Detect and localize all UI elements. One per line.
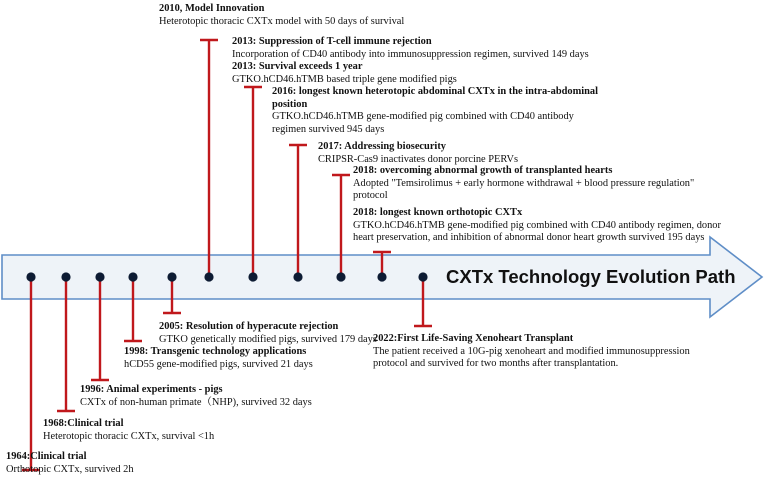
timeline-dot-e1964 — [26, 272, 35, 281]
event-2018-orthotopic-desc-line2: heart preservation, and inhibition of abnormal donor heart growth survived 195 days — [353, 232, 705, 244]
event-2013-survival-desc: GTKO.hCD46.hTMB based triple gene modified pigs — [232, 73, 457, 85]
timeline-dot-e2017 — [336, 272, 345, 281]
event-1964 — [6, 451, 134, 476]
event-2013-t-cell-desc: Incorporation of CD40 antibody into immunosuppression regimen, survived 149 days — [232, 48, 589, 60]
event-2016-desc-line1: GTKO.hCD46.hTMB gene-modified pig combined with CD40 antibody — [272, 111, 574, 123]
event-1996 — [80, 384, 312, 409]
event-2022-desc-line1: The patient received a 10G-pig xenoheart and modified immunosuppression — [373, 345, 690, 357]
event-2016-title-line1: 2016: longest known heterotopic abdominal CXTx in the intra-abdominal — [272, 86, 598, 97]
event-2018-growth-desc-line1: Adopted "Temsirolimus + early hormone withdrawal + blood pressure regulation" — [353, 177, 695, 189]
event-2016-title-line2: position — [272, 98, 308, 110]
timeline-dot-e2022 — [418, 272, 427, 281]
event-2018-orthotopic — [353, 207, 721, 245]
event-2018-orthotopic-title: 2018: longest known orthotopic CXTx — [353, 207, 523, 218]
event-2018-growth-desc-line2: protocol — [353, 190, 388, 202]
event-2005-desc: GTKO genetically modified pigs, survived 179 days — [159, 333, 377, 345]
event-2022-title: 2022:First Life-Saving Xenoheart Transplant — [373, 333, 574, 344]
event-2017 — [318, 141, 518, 166]
timeline-dot-e1996 — [95, 272, 104, 281]
event-2010 — [159, 3, 404, 28]
event-1968 — [43, 418, 214, 443]
timeline-dot-e1968 — [61, 272, 70, 281]
event-2017-title: 2017: Addressing biosecurity — [318, 141, 446, 152]
event-2013-survival-title: 2013: Survival exceeds 1 year — [232, 61, 363, 72]
event-2013-t-cell — [232, 36, 589, 61]
event-2018-growth — [353, 165, 694, 203]
timeline-dot-e1998 — [128, 272, 137, 281]
event-2013-t-cell-title: 2013: Suppression of T-cell immune rejection — [232, 36, 432, 47]
event-1964-desc: Orthotopic CXTx, survived 2h — [6, 463, 134, 475]
event-2022-desc-line2: protocol and survived for two months after transplantation. — [373, 358, 619, 370]
event-2018-orthotopic-desc-line1: GTKO.hCD46.hTMB gene-modified pig combined with CD40 antibody regimen, donor — [353, 219, 721, 231]
timeline-dot-e2016 — [293, 272, 302, 281]
event-1964-title: 1964:Clinical trial — [6, 451, 87, 462]
event-1998-desc: hCD55 gene-modified pigs, survived 21 days — [124, 358, 313, 370]
timeline-dot-e2005 — [167, 272, 176, 281]
event-2010-title: 2010, Model Innovation — [159, 3, 265, 14]
event-1998 — [124, 346, 313, 371]
timeline-dot-e2013 — [248, 272, 257, 281]
event-1998-title: 1998: Transgenic technology applications — [124, 346, 307, 357]
event-2018-growth-title: 2018: overcoming abnormal growth of transplanted hearts — [353, 165, 613, 176]
event-2005-title: 2005: Resolution of hyperacute rejection — [159, 321, 339, 332]
event-1968-desc: Heterotopic thoracic CXTx, survival <1h — [43, 430, 215, 442]
event-2016-desc-line2: regimen survived 945 days — [272, 123, 385, 135]
timeline-title: CXTx Technology Evolution Path — [446, 266, 736, 287]
timeline-dot-e2010 — [204, 272, 213, 281]
event-2017-desc: CRIPSR-Cas9 inactivates donor porcine PERVs — [318, 153, 519, 165]
event-2005 — [159, 321, 377, 346]
event-2013-survival — [232, 61, 457, 86]
event-2016 — [272, 86, 598, 136]
event-1968-title: 1968:Clinical trial — [43, 418, 124, 429]
event-2022 — [373, 333, 690, 371]
event-1996-desc: CXTx of non-human primate（NHP), survived 32 days — [80, 396, 312, 408]
event-1996-title: 1996: Animal experiments - pigs — [80, 384, 223, 395]
event-2010-desc: Heterotopic thoracic CXTx model with 50 days of survival — [159, 15, 405, 27]
timeline-dot-e2018 — [377, 272, 386, 281]
